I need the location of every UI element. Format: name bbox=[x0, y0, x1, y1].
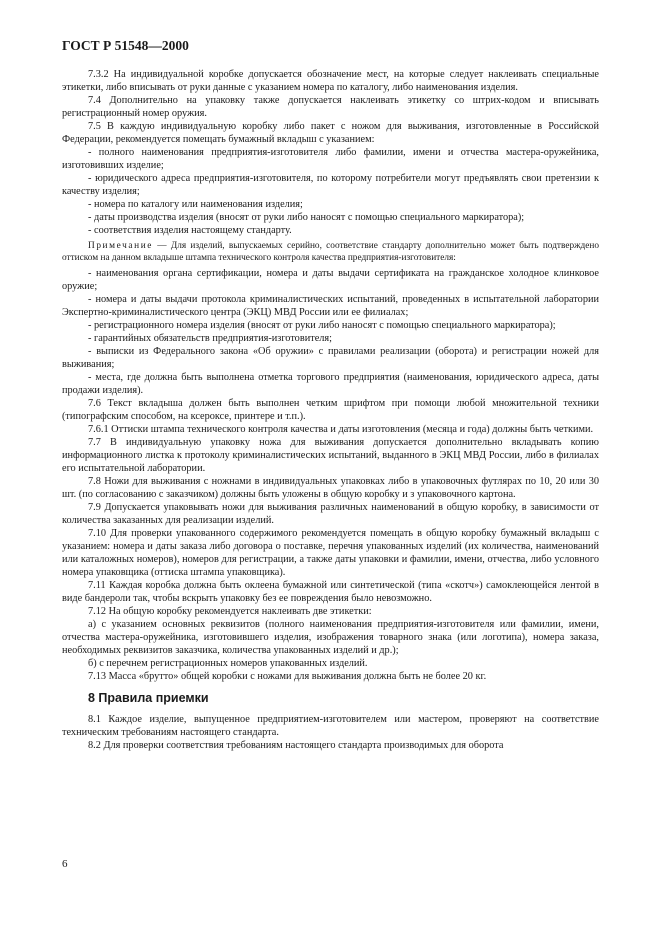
list-item: - полного наименования предприятия-изготовителя либо фамилии, имени и отчества мастера-оружейника, изготовивших изделие; bbox=[62, 147, 599, 171]
list-item: - выписки из Федерального закона «Об оружии» с правилами реализации (оборота) и регистрации ножей для выживания; bbox=[62, 346, 599, 370]
list-item: - номера и даты выдачи протокола криминалистических испытаний, проведенных в испытательной лаборатории Экспертно-криминалистического центра (ЭКЦ) МВД России или ее филиалах; bbox=[62, 294, 599, 318]
paragraph-7-11: 7.11 Каждая коробка должна быть оклеена бумажной или синтетической (типа «скотч») самоклеющейся лентой в виде бандероли так, чтобы вскрыть упаковку без ее повреждения было невозможно. bbox=[62, 580, 599, 604]
paragraph-7-9: 7.9 Допускается упаковывать ножи для выживания различных наименований в общую коробку, в зависимости от количества заказанных для реализации изделий. bbox=[62, 502, 599, 526]
note bbox=[62, 240, 599, 264]
list-item: - соответствия изделия настоящему стандарту. bbox=[88, 225, 292, 236]
paragraph-7-6-1: 7.6.1 Оттиски штампа технического контроля качества и даты изготовления (месяца и года) должны быть четкими. bbox=[88, 424, 594, 435]
paragraph-7-7: 7.7 В индивидуальную упаковку ножа для выживания допускается дополнительно вкладывать копию информационного листка к протоколу криминалистических испытаний, выданного в ЭКЦ МВД России, либо в филиалах его испытательной лаборатории. bbox=[62, 437, 599, 474]
paragraph-7-4: 7.4 Дополнительно на упаковку также допускается наклеивать этикетку со штрих-кодом и вписывать регистрационный номер оружия. bbox=[62, 95, 599, 119]
paragraph-8-2: 8.2 Для проверки соответствия требованиям настоящего стандарта производимых для оборота bbox=[88, 740, 504, 751]
note-text: — Для изделий, выпускаемых серийно, соответствие стандарту дополнительно может быть подтверждено оттиском на данном вкладыше штампа технического контроля качества предприятия-изготовителя: bbox=[62, 241, 599, 263]
list-item: - гарантийных обязательств предприятия-изготовителя; bbox=[88, 333, 333, 344]
list-item: а) с указанием основных реквизитов (полного наименования предприятия-изготовителя или фамилии, имени, отчества мастера-оружейника, изготовившего изделия, изображения товарного знака (или логотипа), номера заказа, необходимых реквизитов заказчика, количества упакованных изделий и др.); bbox=[62, 619, 599, 656]
paragraph-7-3-2: 7.3.2 На индивидуальной коробке допускается обозначение мест, на которые следует наклеивать специальные этикетки, либо вписывать от руки данные с указанием номера по каталогу, либо наименования изделия. bbox=[62, 69, 599, 93]
paragraph-7-6: 7.6 Текст вкладыша должен быть выполнен четким шрифтом при помощи любой множительной техники (типографским способом, на ксероксе, принтере и т.п.). bbox=[62, 398, 599, 422]
paragraph-7-13: 7.13 Масса «брутто» общей коробки с ножами для выживания должна быть не более 20 кг. bbox=[88, 671, 487, 682]
list-item: - места, где должна быть выполнена отметка торгового предприятия (наименования, юридического адреса, даты продажи изделия). bbox=[62, 372, 599, 396]
list-item: - регистрационного номера изделия (вносят от руки либо наносят с помощью специального маркиратора); bbox=[88, 320, 556, 331]
note-label: Примечание bbox=[88, 241, 153, 251]
page-number: 6 bbox=[62, 858, 68, 870]
paragraph-7-12: 7.12 На общую коробку рекомендуется наклеивать две этикетки: bbox=[88, 606, 372, 617]
list-item: - даты производства изделия (вносят от руки либо наносят с помощью специального маркиратора); bbox=[88, 212, 525, 223]
document-header: ГОСТ Р 51548—2000 bbox=[62, 38, 189, 53]
paragraph-7-10: 7.10 Для проверки упакованного содержимого рекомендуется помещать в общую коробку бумажный вкладыш с указанием: номера и даты заказа либо договора о поставке, перечня упакованных изделий (их количества, наименований или каталожных номеров), номеров для регистрации, а также даты упаковки и фамилии, имени, отчества, либо условного номера упаковщика (оттиска штампа упаковщика). bbox=[62, 528, 599, 578]
list-item: - юридического адреса предприятия-изготовителя, по которому потребители могут предъявлять свои претензии к качеству изделия; bbox=[62, 173, 599, 197]
list-item: - наименования органа сертификации, номера и даты выдачи сертификата на гражданское холодное клинковое оружие; bbox=[62, 268, 599, 292]
list-item: б) с перечнем регистрационных номеров упакованных изделий. bbox=[88, 658, 368, 669]
section-title: 8 Правила приемки bbox=[88, 691, 209, 705]
paragraph-7-5: 7.5 В каждую индивидуальную коробку либо пакет с ножом для выживания, изготовленные в Российской Федерации, рекомендуется помещать бумажный вкладыш с указанием: bbox=[62, 121, 599, 145]
paragraph-7-8: 7.8 Ножи для выживания с ножнами в индивидуальных упаковках либо в упаковочных футлярах по 10, 20 или 30 шт. (по согласованию с заказчиком) должны быть уложены в общую коробку и з упаковочного картона. bbox=[62, 476, 599, 500]
paragraph-8-1: 8.1 Каждое изделие, выпущенное предприятием-изготовителем или мастером, проверяют на соответствие техническим требованиям настоящего стандарта. bbox=[62, 714, 599, 738]
document-body bbox=[62, 68, 599, 752]
list-item: - номера по каталогу или наименования изделия; bbox=[88, 199, 303, 210]
